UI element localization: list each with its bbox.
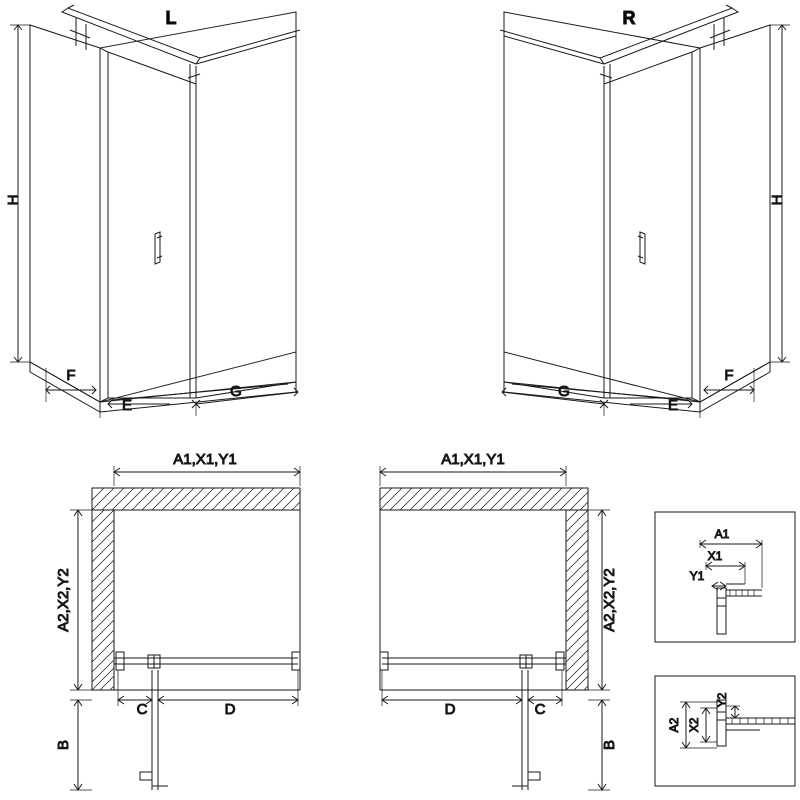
detail-top-x1-label: X1 [707, 549, 723, 563]
iso-right-g-label: G [558, 383, 570, 400]
iso-left-h-label: H [5, 194, 22, 206]
plan-right-side-dim: A2,X2,Y2 [601, 568, 618, 632]
plan-left-d-dim: D [224, 701, 236, 718]
iso-left-f-label: F [66, 367, 76, 384]
iso-left-e-label: E [121, 397, 133, 414]
plan-left-side-dim: A2,X2,Y2 [55, 568, 72, 632]
iso-left-title: L [165, 8, 177, 28]
iso-right-e-label: E [667, 397, 679, 414]
plan-view-right [380, 466, 610, 790]
iso-left-g-label: G [230, 383, 242, 400]
plan-left-c-dim: C [136, 701, 148, 718]
detail-bottom-x2-label: X2 [687, 717, 701, 733]
iso-view-right [500, 5, 790, 418]
plan-view-left [70, 466, 300, 790]
iso-view-left [10, 5, 300, 418]
plan-right-d-dim: D [444, 701, 456, 718]
plan-right-top-dim: A1,X1,Y1 [441, 451, 505, 468]
plan-left-top-dim: A1,X1,Y1 [173, 451, 237, 468]
plan-right-c-dim: C [534, 701, 546, 718]
plan-right-b-dim: B [601, 739, 618, 751]
detail-bottom-y2-label: Y2 [715, 692, 729, 708]
detail-top-a1-label: A1 [714, 527, 730, 541]
iso-right-f-label: F [724, 367, 734, 384]
detail-top-y1-label: Y1 [689, 569, 705, 583]
detail-bottom-a2-label: A2 [667, 717, 681, 733]
iso-right-h-label: H [769, 194, 786, 206]
iso-right-title: R [622, 8, 636, 28]
plan-left-b-dim: B [55, 739, 72, 751]
